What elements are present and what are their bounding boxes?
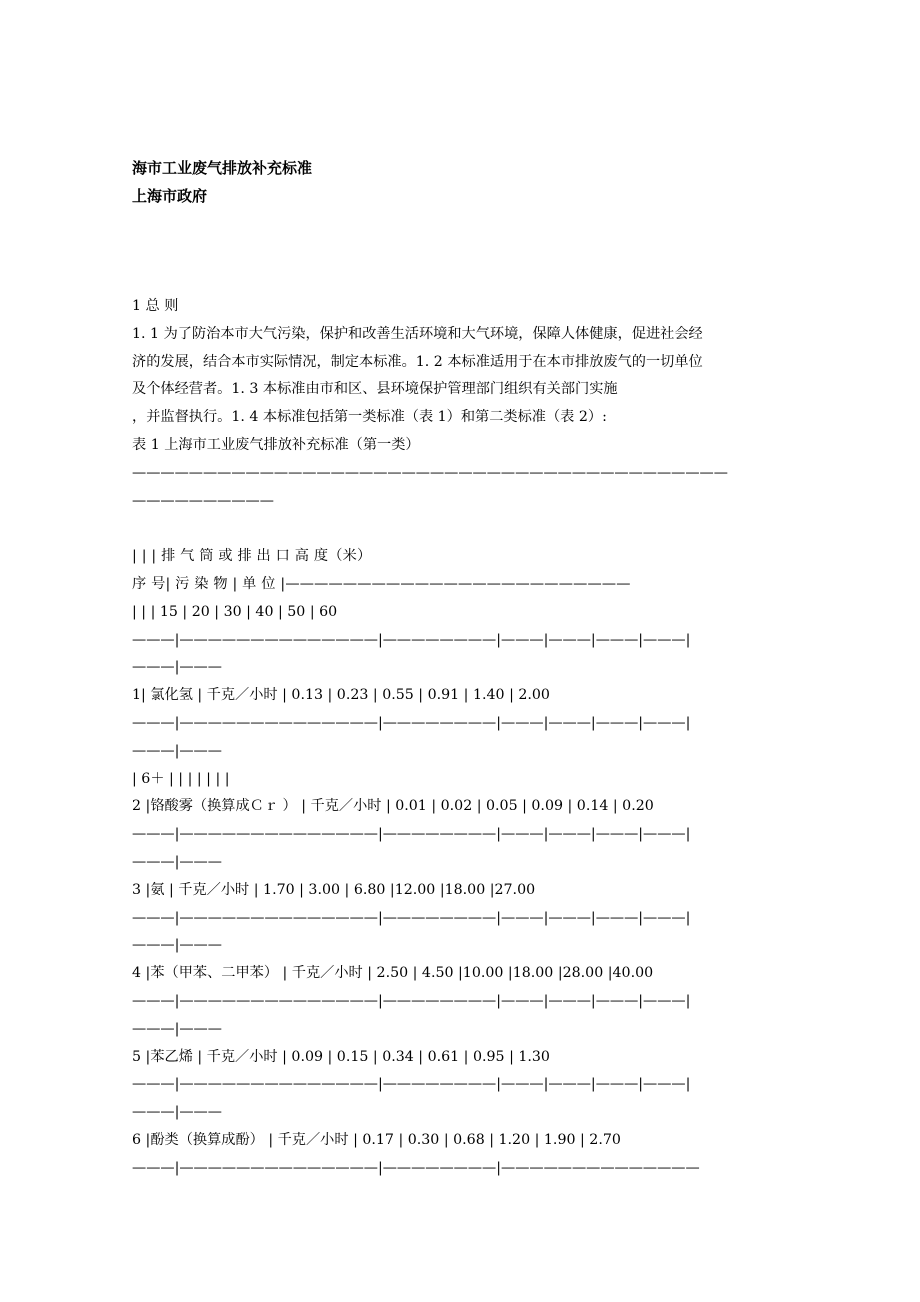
table-rule: ———|——————————————|————————|———|———|———|———| xyxy=(132,1076,691,1093)
table-rule: ———|——— xyxy=(132,659,222,676)
paragraph-line: 1. 1 为了防治本市大气污染，保护和改善生活环境和大气环境，保障人体健康，促进社会经 xyxy=(132,325,703,342)
section-heading: 1 总 则 xyxy=(132,298,179,314)
table-row: 1| 氯化氢 | 千克／小时 | 0.13 | 0.23 | 0.55 | 0.91 | 1.40 | 2.00 xyxy=(132,687,550,704)
document-body xyxy=(132,293,792,1183)
document-issuer: 上海市政府 xyxy=(132,187,208,205)
table-header-line: 序 号| 污 染 物 | 单 位 |———————————————————————— xyxy=(132,575,631,592)
table-rule: ———|——————————————|————————|———|———|———|———| xyxy=(132,826,691,843)
table-row: 2 |铬酸雾（换算成Ｃｒ ） | 千克／小时 | 0.01 | 0.02 | 0.05 | 0.09 | 0.14 | 0.20 xyxy=(132,798,654,815)
table-rule: ———|——— xyxy=(132,1104,222,1121)
table-caption: 表 1 上海市工业废气排放补充标准（第一类） xyxy=(132,436,420,453)
table-row: 3 |氨 | 千克／小时 | 1.70 | 3.00 | 6.80 |12.00 |18.00 |27.00 xyxy=(132,881,536,898)
blank-line xyxy=(132,515,792,543)
table-header-line: | | | 15 | 20 | 30 | 40 | 50 | 60 xyxy=(132,603,338,620)
table-rule: ———|——————————————|————————|—————————————— xyxy=(132,1159,700,1176)
table-rule: ———|——————————————|————————|———|———|———|———| xyxy=(132,631,691,648)
document-header xyxy=(132,154,312,210)
table-row: 6 |酚类（换算成酚） | 千克／小时 | 0.17 | 0.30 | 0.68 | 1.20 | 1.90 | 2.70 xyxy=(132,1131,621,1148)
table-rule: —————————— xyxy=(132,492,274,509)
document-title: 海市工业废气排放补充标准 xyxy=(132,159,313,177)
paragraph-line: ，并监督执行。1. 4 本标准包括第一类标准（表 1）和第二类标准（表 2）: xyxy=(132,409,607,426)
table-row: 5 |苯乙烯 | 千克／小时 | 0.09 | 0.15 | 0.34 | 0.61 | 0.95 | 1.30 xyxy=(132,1048,550,1065)
table-rule: —————————————————————————————————————————— xyxy=(132,464,728,481)
table-rule: ———|——————————————|————————|———|———|———|———| xyxy=(132,992,691,1009)
table-rule: ———|——— xyxy=(132,937,222,954)
table-header-line: | | | 排 气 筒 或 排 出 口 高 度（米） xyxy=(132,548,372,565)
paragraph-line: 及个体经营者。1. 3 本标准由市和区、县环境保护管理部门组织有关部门实施 xyxy=(132,381,618,398)
table-row: | 6＋ | | | | | | | xyxy=(132,770,230,787)
table-rule: ———|——— xyxy=(132,853,222,870)
table-rule: ———|——————————————|————————|———|———|———|———| xyxy=(132,714,691,731)
paragraph-line: 济的发展，结合本市实际情况，制定本标准。1. 2 本标准适用于在本市排放废气的一切单位 xyxy=(132,353,703,370)
table-rule: ———|——— xyxy=(132,742,222,759)
table-rule: ———|——————————————|————————|———|———|———|———| xyxy=(132,909,691,926)
table-row: 4 |苯（甲苯、二甲苯） | 千克／小时 | 2.50 | 4.50 |10.00 |18.00 |28.00 |40.00 xyxy=(132,965,654,982)
table-rule: ———|——— xyxy=(132,1020,222,1037)
